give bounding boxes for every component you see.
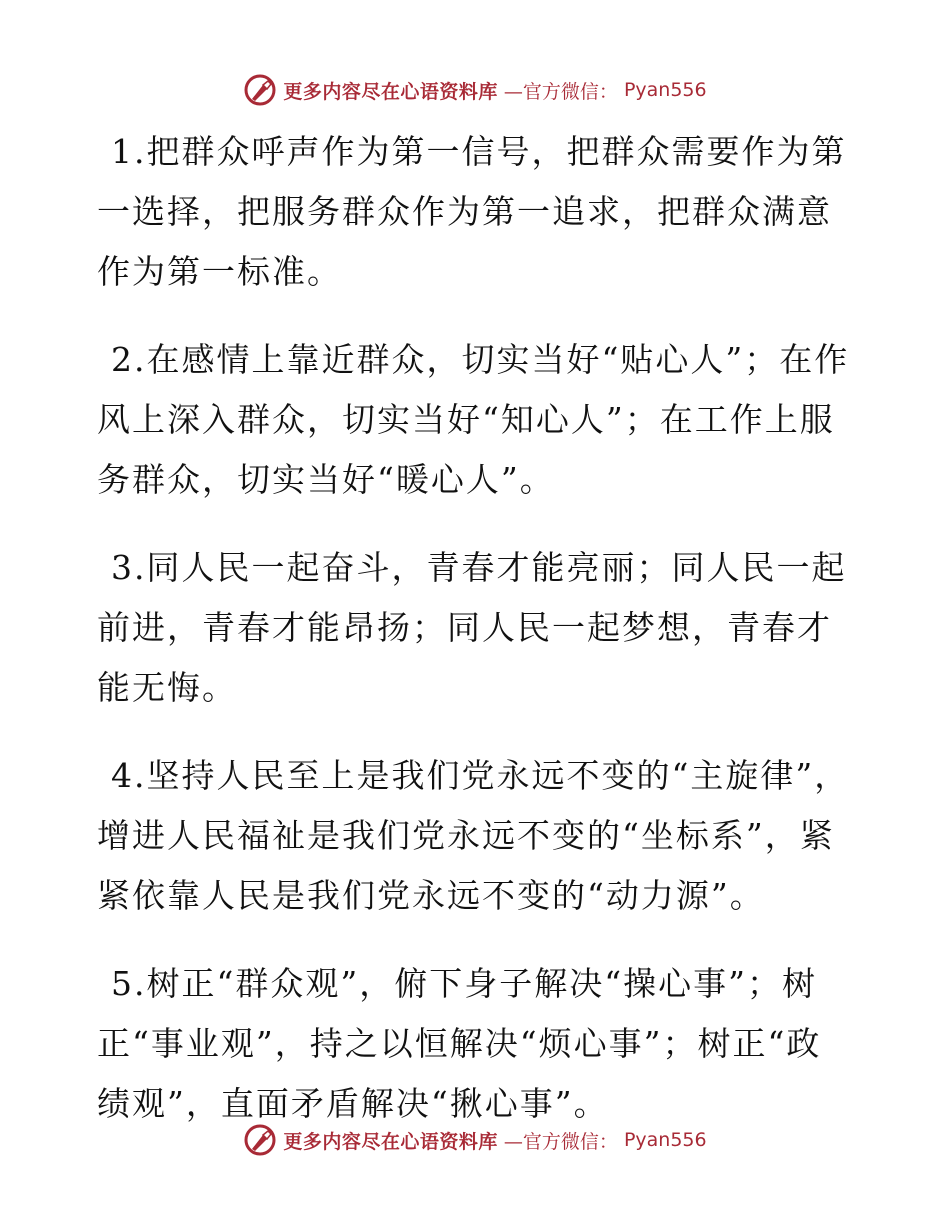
banner-wechat-id: Pyan556 [623, 79, 707, 101]
banner-separator: —官方微信： [503, 1130, 618, 1153]
banner-main-text: 更多内容尽在心语资料库 [283, 1130, 498, 1153]
pen-nib-circle-icon [243, 1123, 277, 1157]
document-body [97, 122, 852, 1162]
quote-paragraph-1: 1.把群众呼声作为第一信号，把群众需要作为第一选择，把服务群众作为第一追求，把群众满意作为第一标准。 [97, 132, 847, 291]
header-banner [0, 70, 950, 110]
quote-paragraph-4: 4.坚持人民至上是我们党永远不变的“主旋律”，增进人民福祉是我们党永远不变的“坐标系”，紧紧依靠人民是我们党永远不变的“动力源”。 [97, 756, 850, 915]
banner-wechat-id: Pyan556 [623, 1129, 707, 1151]
pen-nib-circle-icon [243, 73, 277, 107]
banner-separator: —官方微信： [503, 80, 618, 103]
quote-paragraph-5: 5.树正“群众观”，俯下身子解决“操心事”；树正“事业观”，持之以恒解决“烦心事”；树正“政绩观”，直面矛盾解决“揪心事”。 [97, 964, 822, 1123]
footer-banner [0, 1120, 950, 1160]
banner-main-text: 更多内容尽在心语资料库 [283, 80, 498, 103]
quote-paragraph-3: 3.同人民一起奋斗，青春才能亮丽；同人民一起前进，青春才能昂扬；同人民一起梦想，青春才能无悔。 [97, 548, 847, 707]
quote-paragraph-2: 2.在感情上靠近群众，切实当好“贴心人”；在作风上深入群众，切实当好“知心人”；在工作上服务群众，切实当好“暖心人”。 [97, 340, 850, 499]
